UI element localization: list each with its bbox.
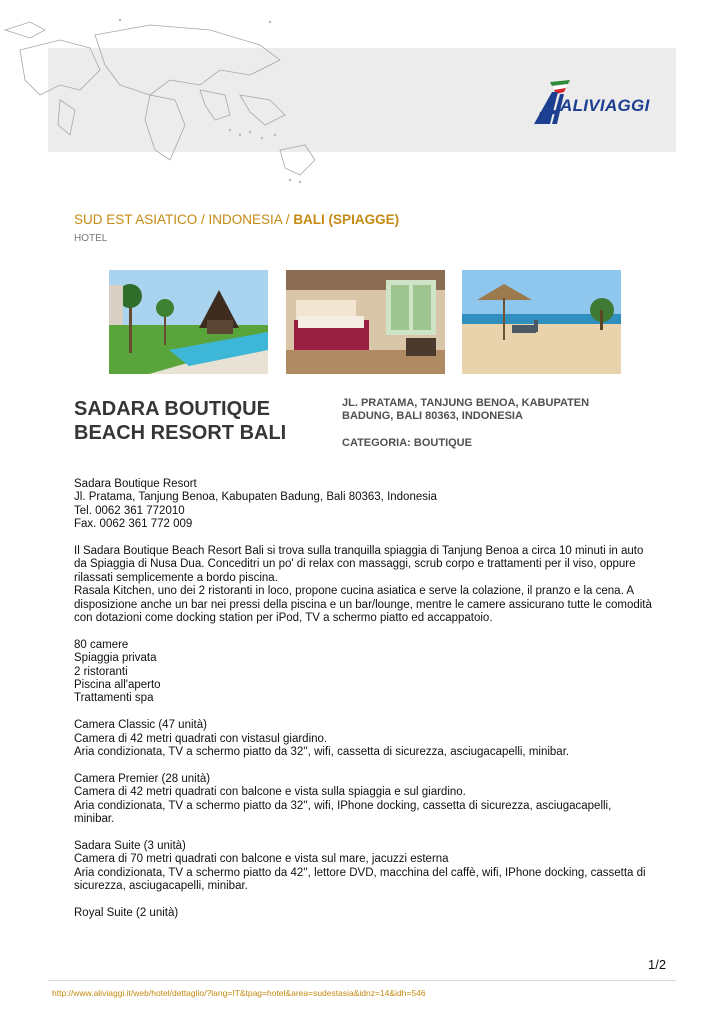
breadcrumb-path: SUD EST ASIATICO / INDONESIA / [74, 212, 294, 227]
room-title: Camera Premier (28 unità) [74, 772, 211, 785]
list-item: Trattamenti spa [74, 692, 154, 705]
room-title: Sadara Suite (3 unità) [74, 839, 186, 852]
beach-umbrella-photo [462, 270, 621, 374]
hotel-address: JL. PRATAMA, TANJUNG BENOA, KABUPATEN BADUNG, BALI 80363, INDONESIA [342, 397, 590, 422]
subcategory-label: HOTEL [74, 233, 108, 244]
hotel-room-photo [286, 270, 445, 374]
contact-block [74, 478, 654, 532]
contact-line: Tel. 0062 361 772010 [74, 504, 185, 517]
features-list [74, 639, 654, 706]
list-item: 2 ristoranti [74, 665, 128, 678]
resort-pool-photo [109, 270, 268, 374]
contact-line: Sadara Boutique Resort [74, 478, 197, 490]
hotel-details [74, 478, 654, 934]
contact-line: Jl. Pratama, Tanjung Benoa, Kabupaten Badung, Bali 80363, Indonesia [74, 491, 437, 504]
footer-url-link[interactable]: http://www.aliviaggi.it/web/hotel/dettaglio/?lang=IT&tpag=hotel&area=sudestasia&idnz=14&idh=546 [52, 988, 426, 998]
contact-line: Fax. 0062 361 772 009 [74, 518, 193, 531]
footer-divider [48, 980, 676, 981]
room-block [74, 907, 654, 920]
room-size: Camera di 70 metri quadrati con balcone e vista sul mare, jacuzzi esterna [74, 853, 449, 866]
room-amenities: Aria condizionata, TV a schermo piatto da 42'', lettore DVD, macchina del caffè, wifi, IPhone docking, cassetta di sicurezza, asciugacapelli, minibar. [74, 866, 646, 893]
description-paragraph: Il Sadara Boutique Beach Resort Bali si trova sulla tranquilla spiaggia di Tanjung Benoa a circa 10 minuti in auto da Spiaggia di Nusa Dua. Conceditri un po' di relax con massaggi, scrub corpo e trattamenti per il viso, oppure rilassati semplicemente a bordo piscina. [74, 545, 644, 584]
description-block [74, 545, 654, 625]
room-size: Camera di 42 metri quadrati con balcone e vista sulla spiaggia e sul giardino. [74, 786, 466, 799]
hotel-category: CATEGORIA: BOUTIQUE [342, 437, 472, 449]
room-block [74, 773, 654, 827]
room-size: Camera di 42 metri quadrati con vistasul giardino. [74, 732, 328, 745]
room-title: Royal Suite (2 unità) [74, 906, 179, 919]
room-title: Camera Classic (47 unità) [74, 719, 207, 732]
room-block [74, 719, 654, 759]
page-number: 1/2 [648, 957, 667, 972]
logo-wordmark: ALIVIAGGI [560, 96, 650, 115]
room-amenities: Aria condizionata, TV a schermo piatto da 32'', wifi, cassetta di sicurezza, asciugacapelli, minibar. [74, 746, 570, 759]
breadcrumb [74, 212, 399, 227]
description-paragraph: Rasala Kitchen, uno dei 2 ristoranti in loco, propone cucina asiatica e serve la colazione, il pranzo e la cena. A disposizione anche un bar nei pressi della piscina e un bar/lounge, mentre le camere assicurano tutte le comodità con dotazioni come docking station per iPod, TV a schermo piatto ed accappatoio. [74, 585, 652, 625]
list-item: Piscina all'aperto [74, 679, 161, 692]
world-map-icon [0, 0, 330, 190]
hotel-name: SADARA BOUTIQUE BEACH RESORT BALI [74, 398, 287, 444]
list-item: 80 camere [74, 638, 129, 651]
room-block [74, 840, 654, 894]
breadcrumb-current: BALI (SPIAGGE) [293, 212, 400, 227]
list-item: Spiaggia privata [74, 652, 157, 665]
room-amenities: Aria condizionata, TV a schermo piatto da 32'', wifi, IPhone docking, cassetta di sicurezza, asciugacapelli, minibar. [74, 799, 612, 826]
